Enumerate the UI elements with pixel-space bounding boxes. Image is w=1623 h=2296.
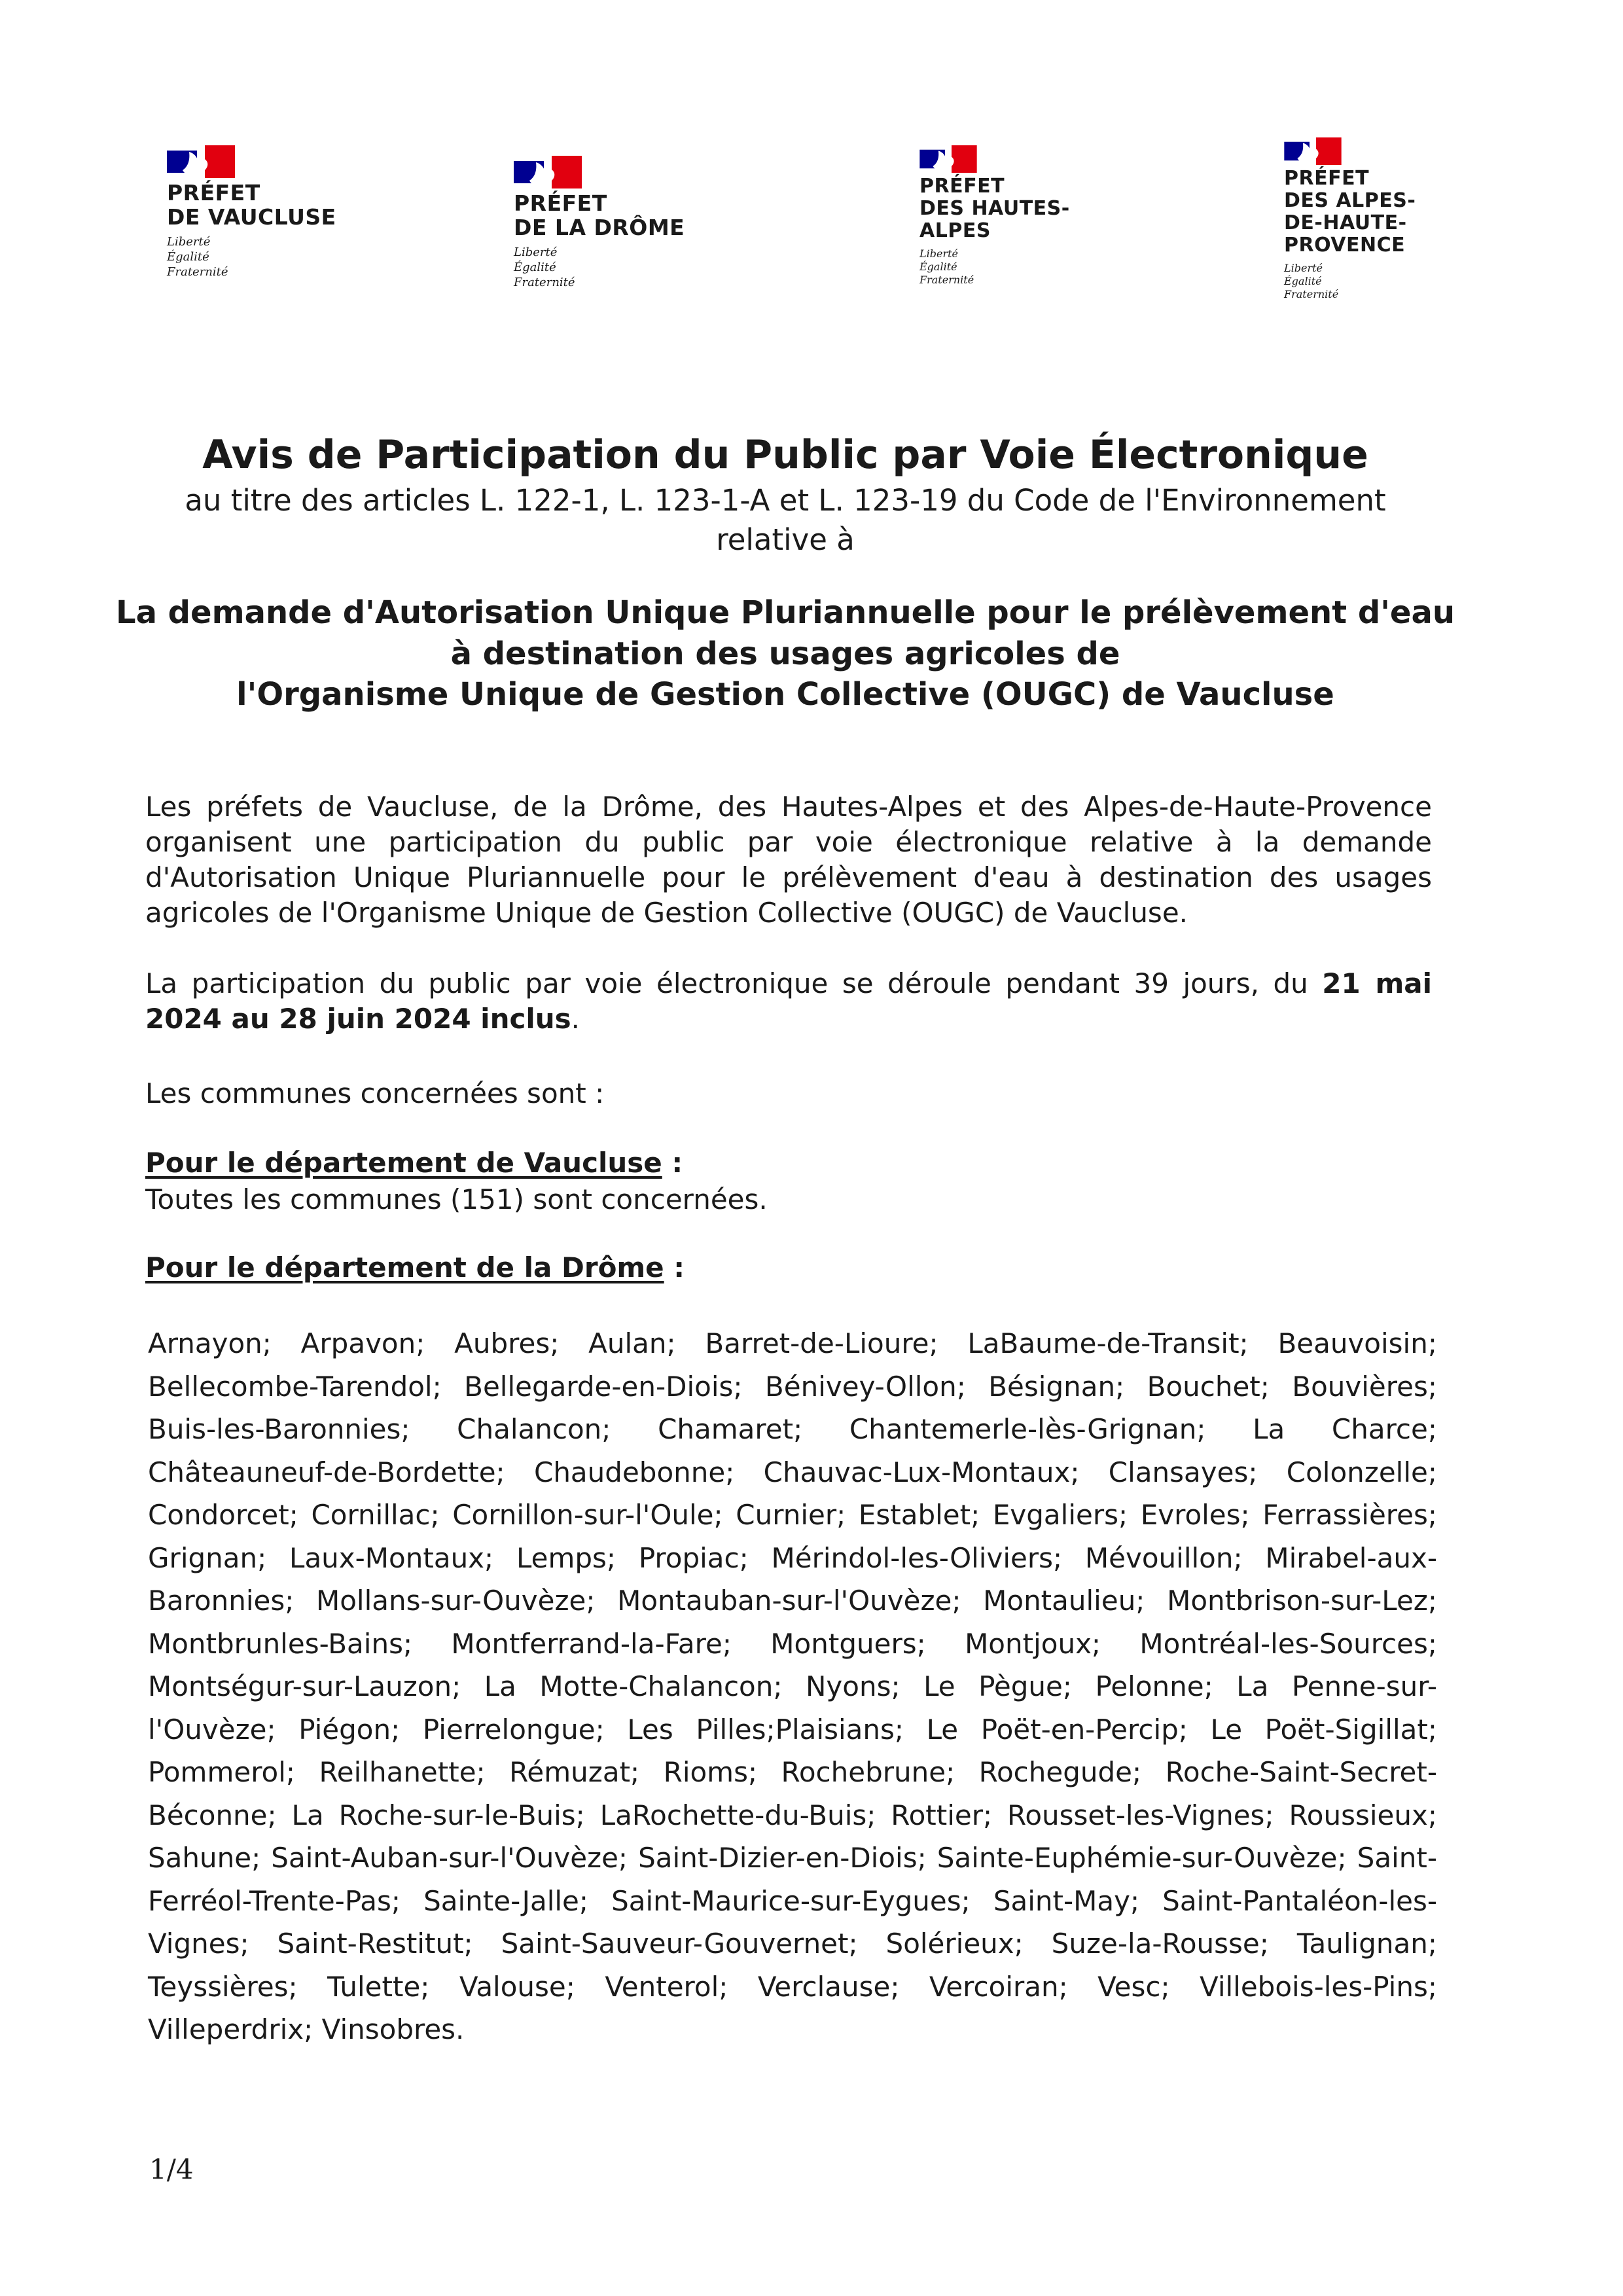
motto-liberte: Liberté	[1284, 262, 1323, 274]
motto-egalite: Égalité	[514, 260, 556, 274]
communes-intro: Les communes concernées sont :	[145, 1077, 605, 1109]
logo-title-line: PRÉFET	[1284, 167, 1370, 190]
motto-egalite: Égalité	[1284, 275, 1322, 287]
logo-prefet-alpes-de-haute-provence	[1284, 137, 1416, 301]
vaucluse-heading-text: Pour le département de Vaucluse	[145, 1147, 662, 1179]
marianne-emblem-icon	[167, 145, 235, 178]
heading-colon: :	[662, 1147, 683, 1179]
vaucluse-heading	[145, 1147, 683, 1179]
logo-prefet-hautes-alpes	[919, 145, 1070, 287]
motto-liberte: Liberté	[514, 245, 558, 259]
legal-reference-continued: relative à	[716, 522, 855, 557]
duration-paragraph	[145, 966, 1432, 1037]
logo-title-line: PRÉFET	[514, 190, 607, 216]
motto-liberte: Liberté	[167, 235, 211, 249]
drome-communes-list: Arnayon; Arpavon; Aubres; Aulan; Barret-de-Lioure; LaBaume-de-Transit; Beauvoisin; Bellecombe-Tarendol; Bellegarde-en-Diois; Bénivey-Ollon; Bésignan; Bouchet; Bouvières; Buis-les-Baronnies; Chalancon; Chamaret; Chantemerle-lès-Grignan; La Charce; Châteauneuf-de-Bordette; Chaudebonne; Chauvac-Lux-Montaux; Clansayes; Colonzelle; Condorcet; Cornillac; Cornillon-sur-l'Oule; Curnier; Establet; Evgaliers; Evroles; Ferrassières; Grignan; Laux-Montaux; Lemps; Propiac; Mérindol-les-Oliviers; Mévouillon; Mirabel-aux-Baronnies; Mollans-sur-Ouvèze; Montauban-sur-l'Ouvèze; Montaulieu; Montbrison-sur-Lez; Montbrunles-Bains; Montferrand-la-Fare; Montguers; Montjoux; Montréal-les-Sources; Montségur-sur-Lauzon; La Motte-Chalancon; Nyons; Le Pègue; Pelonne; La Penne-sur-l'Ouvèze; Piégon; Pierrelongue; Les Pilles;Plaisians; Le Poët-en-Percip; Le Poët-Sigillat; Pommerol; Reilhanette; Rémuzat; Rioms; Rochebrune; Rochegude; Roche-Saint-Secret-Béconne; La Roche-sur-le-Buis; LaRochette-du-Buis; Rottier; Rousset-les-Vignes; Roussieux; Sahune; Saint-Auban-sur-l'Ouvèze; Saint-Dizier-en-Diois; Sainte-Euphémie-sur-Ouvèze; Saint-Ferréol-Trente-Pas; Sainte-Jalle; Saint-Maurice-sur-Eygues; Saint-May; Saint-Pantaléon-les-Vignes; Saint-Restitut; Saint-Sauveur-Gouvernet; Solérieux; Suze-la-Rousse; Taulignan; Teyssières; Tulette; Valouse; Venterol; Verclause; Vercoiran; Vesc; Villebois-les-Pins; Villeperdrix; Vinsobres.	[148, 1327, 1437, 2045]
logo-title-line: DES HAUTES-	[919, 197, 1070, 220]
marianne-emblem-icon	[919, 145, 977, 173]
logo-title-line: PRÉFET	[167, 180, 260, 206]
logo-title-line: ALPES	[919, 219, 991, 242]
subject-line-1: La demande d'Autorisation Unique Pluriannuelle pour le prélèvement d'eau	[115, 594, 1455, 631]
page-number: 1/4	[149, 2153, 194, 2185]
page-title: Avis de Participation du Public par Voie Électronique	[202, 432, 1368, 478]
motto-fraternite: Fraternité	[919, 274, 974, 286]
duration-text: La participation du public par voie électronique se déroule pendant 39 jours, du	[145, 967, 1323, 999]
legal-reference: au titre des articles L. 122-1, L. 123-1-A et L. 123-19 du Code de l'Environnement	[185, 483, 1386, 518]
drome-heading-text: Pour le département de la Drôme	[145, 1251, 664, 1283]
logo-prefet-drome	[514, 156, 685, 290]
motto-fraternite: Fraternité	[1284, 288, 1339, 300]
vaucluse-communes: Toutes les communes (151) sont concernées.	[145, 1183, 768, 1215]
logo-title-line: DE-HAUTE-	[1284, 211, 1407, 234]
logo-title-line: DE LA DRÔME	[514, 215, 685, 240]
subject-line-3: l'Organisme Unique de Gestion Collective (OUGC) de Vaucluse	[236, 676, 1334, 713]
logo-title-line: DE VAUCLUSE	[167, 204, 336, 230]
heading-colon: :	[664, 1251, 685, 1283]
logo-title-line: PRÉFET	[919, 175, 1005, 198]
motto-fraternite: Fraternité	[514, 276, 575, 289]
marianne-emblem-icon	[1284, 137, 1342, 165]
subject-line-2: à destination des usages agricoles de	[450, 636, 1120, 672]
drome-heading	[145, 1251, 685, 1283]
duration-dates: 21 mai 2024 au 28 juin 2024 inclus	[145, 967, 1432, 1035]
motto-liberte: Liberté	[919, 247, 958, 260]
marianne-emblem-icon	[514, 156, 582, 188]
motto-fraternite: Fraternité	[167, 265, 228, 279]
motto-egalite: Égalité	[167, 250, 209, 264]
motto-egalite: Égalité	[919, 260, 957, 273]
logo-title-line: DES ALPES-	[1284, 189, 1416, 212]
logo-title-line: PROVENCE	[1284, 234, 1406, 257]
duration-end: .	[571, 1003, 580, 1035]
logo-prefet-vaucluse	[167, 145, 336, 279]
intro-paragraph: Les préfets de Vaucluse, de la Drôme, des Hautes-Alpes et des Alpes-de-Haute-Provence organisent une participation du public par voie électronique relative à la demande d'Autorisation Unique Pluriannuelle pour le prélèvement d'eau à destination des usages agricoles de l'Organisme Unique de Gestion Collective (OUGC) de Vaucluse.	[145, 791, 1432, 929]
